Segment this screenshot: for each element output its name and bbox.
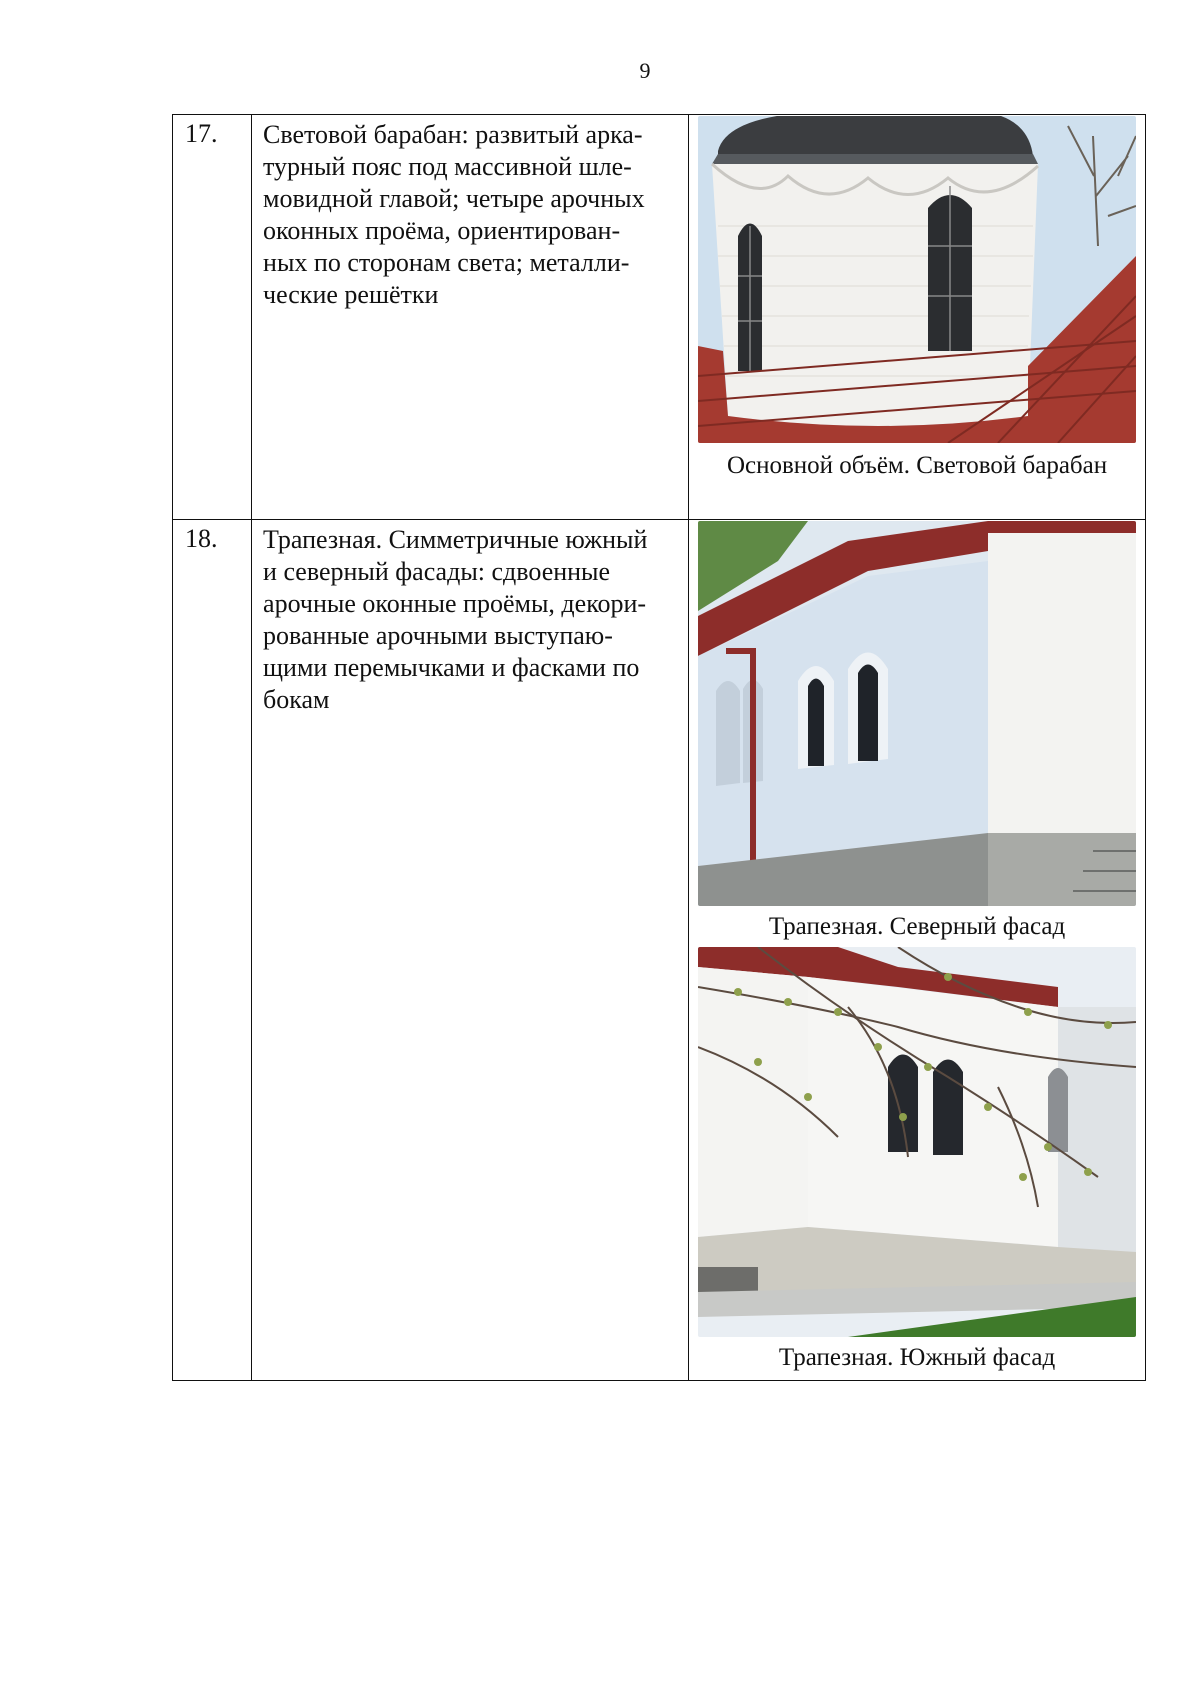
- row-number: 18.: [173, 520, 252, 1381]
- figure: [698, 116, 1136, 482]
- description-line: турный пояс под массивной шле-: [263, 152, 632, 181]
- photo-caption: Основной объём. Световой барабан: [726, 452, 1108, 479]
- table-row: [173, 115, 1146, 520]
- description-line: рованные арочными выступаю-: [263, 621, 613, 650]
- description-line: арочные оконные проёмы, декори-: [263, 589, 647, 618]
- refectory-south-facade-photo: [698, 947, 1136, 1337]
- drum-with-helmet-dome-photo: [698, 116, 1136, 443]
- photo-cell: [689, 115, 1146, 520]
- page-number: 9: [639, 58, 651, 83]
- description-line: бокам: [263, 685, 330, 714]
- row-number: 17.: [173, 115, 252, 520]
- refectory-north-facade-photo: [698, 521, 1136, 906]
- description-line: Световой барабан: развитый арка-: [263, 120, 643, 149]
- description-line: оконных проёма, ориентирован-: [263, 216, 621, 245]
- description-table: [172, 114, 1146, 1381]
- description-line: щими перемычками и фасками по: [263, 653, 640, 682]
- description-line: ческие решётки: [263, 280, 439, 309]
- table-row: [173, 520, 1146, 1381]
- description-line: Трапезная. Симметричные южный: [263, 525, 648, 554]
- figure: [698, 521, 1136, 1374]
- description-line: и северный фасады: сдвоенные: [263, 557, 611, 586]
- row-description: [252, 115, 689, 520]
- photo-cell: [689, 520, 1146, 1381]
- description-line: мовидной главой; четыре арочных: [263, 184, 645, 213]
- photo-caption: Трапезная. Северный фасад: [768, 913, 1066, 940]
- photo-caption: Трапезная. Южный фасад: [778, 1344, 1056, 1371]
- row-description: [252, 520, 689, 1381]
- description-line: ных по сторонам света; металли-: [263, 248, 630, 277]
